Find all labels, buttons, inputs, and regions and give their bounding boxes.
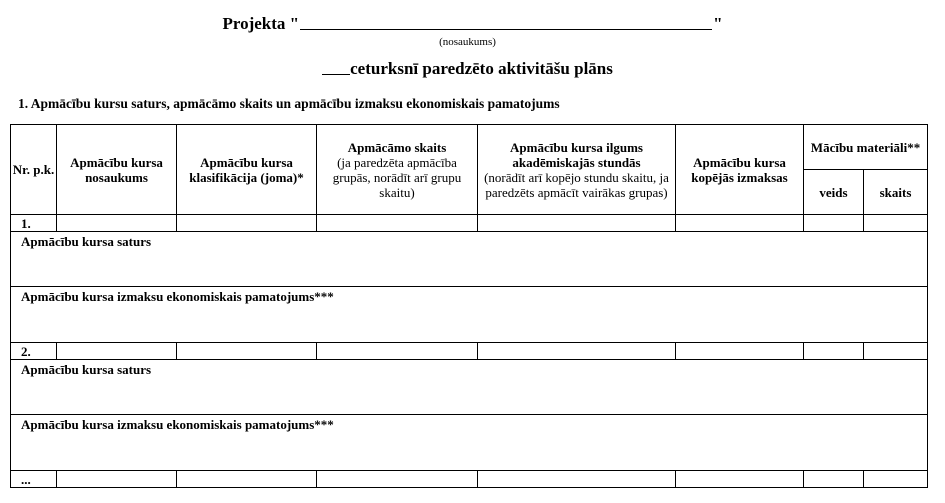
table-row [11,343,928,360]
header-trainees-title: Apmācāmo skaits [347,139,447,155]
header-trainees-note: (ja paredzēta apmācība grupās, norādīt arī grupu skaitu) [332,154,462,200]
course-content-cell: Apmācību kursa saturs [11,360,928,415]
cell [864,215,928,232]
cell [317,343,478,360]
project-title-suffix: " [713,14,723,33]
cell [177,343,317,360]
cell [317,215,478,232]
header-materials-type: veids [804,170,864,215]
row-number: ... [11,471,57,488]
cell [57,215,177,232]
quarter-blank [322,59,350,75]
header-nr: Nr. p.k. [11,125,57,215]
cell [676,471,804,488]
course-content-cell: Apmācību kursa saturs [11,232,928,287]
cost-justification-cell: Apmācību kursa izmaksu ekonomiskais pamatojums*** [11,287,928,343]
section-heading: 1. Apmācību kursu saturs, apmācāmo skaits un apmācību izmaksu ekonomiskais pamatojums [18,96,560,111]
table-row [11,471,928,488]
cell [676,215,804,232]
table-header-row [11,125,928,170]
cost-justification-cell: Apmācību kursa izmaksu ekonomiskais pamatojums*** [11,415,928,471]
cell [478,343,676,360]
plan-title [0,59,935,79]
cell [676,343,804,360]
cell [317,471,478,488]
cell [478,215,676,232]
header-materials-count: skaits [864,170,928,215]
cell [57,343,177,360]
table-row [11,215,928,232]
header-classification: Apmācību kursa klasifikācija (joma)* [177,125,317,215]
project-name-caption: (nosaukums) [439,36,496,48]
row-number: 1. [11,215,57,232]
header-duration-note: (norādīt arī kopējo stundu skaitu, ja paredzēts apmācīt vairākas grupas) [484,169,669,200]
cell [804,343,864,360]
header-trainees [317,125,478,215]
header-duration-title: Apmācību kursa ilgums akadēmiskajās stundās [510,139,643,170]
table-row [11,287,928,343]
cell [478,471,676,488]
cell [864,343,928,360]
plan-title-text: ceturksnī paredzēto aktivitāšu plāns [350,59,613,78]
table-row [11,360,928,415]
cell [57,471,177,488]
table-row [11,415,928,471]
project-name-blank [300,12,712,30]
training-plan-table [10,124,928,488]
cell [177,215,317,232]
header-course-name: Apmācību kursa nosaukums [57,125,177,215]
project-title-prefix: Projekta " [222,14,300,33]
cell [804,471,864,488]
row-number: 2. [11,343,57,360]
header-total-cost: Apmācību kursa kopējās izmaksas [676,125,804,215]
header-duration [478,125,676,215]
table-row [11,232,928,287]
header-materials: Mācību materiāli** [804,125,928,170]
cell [804,215,864,232]
cell [177,471,317,488]
project-title-line [0,12,945,34]
cell [864,471,928,488]
